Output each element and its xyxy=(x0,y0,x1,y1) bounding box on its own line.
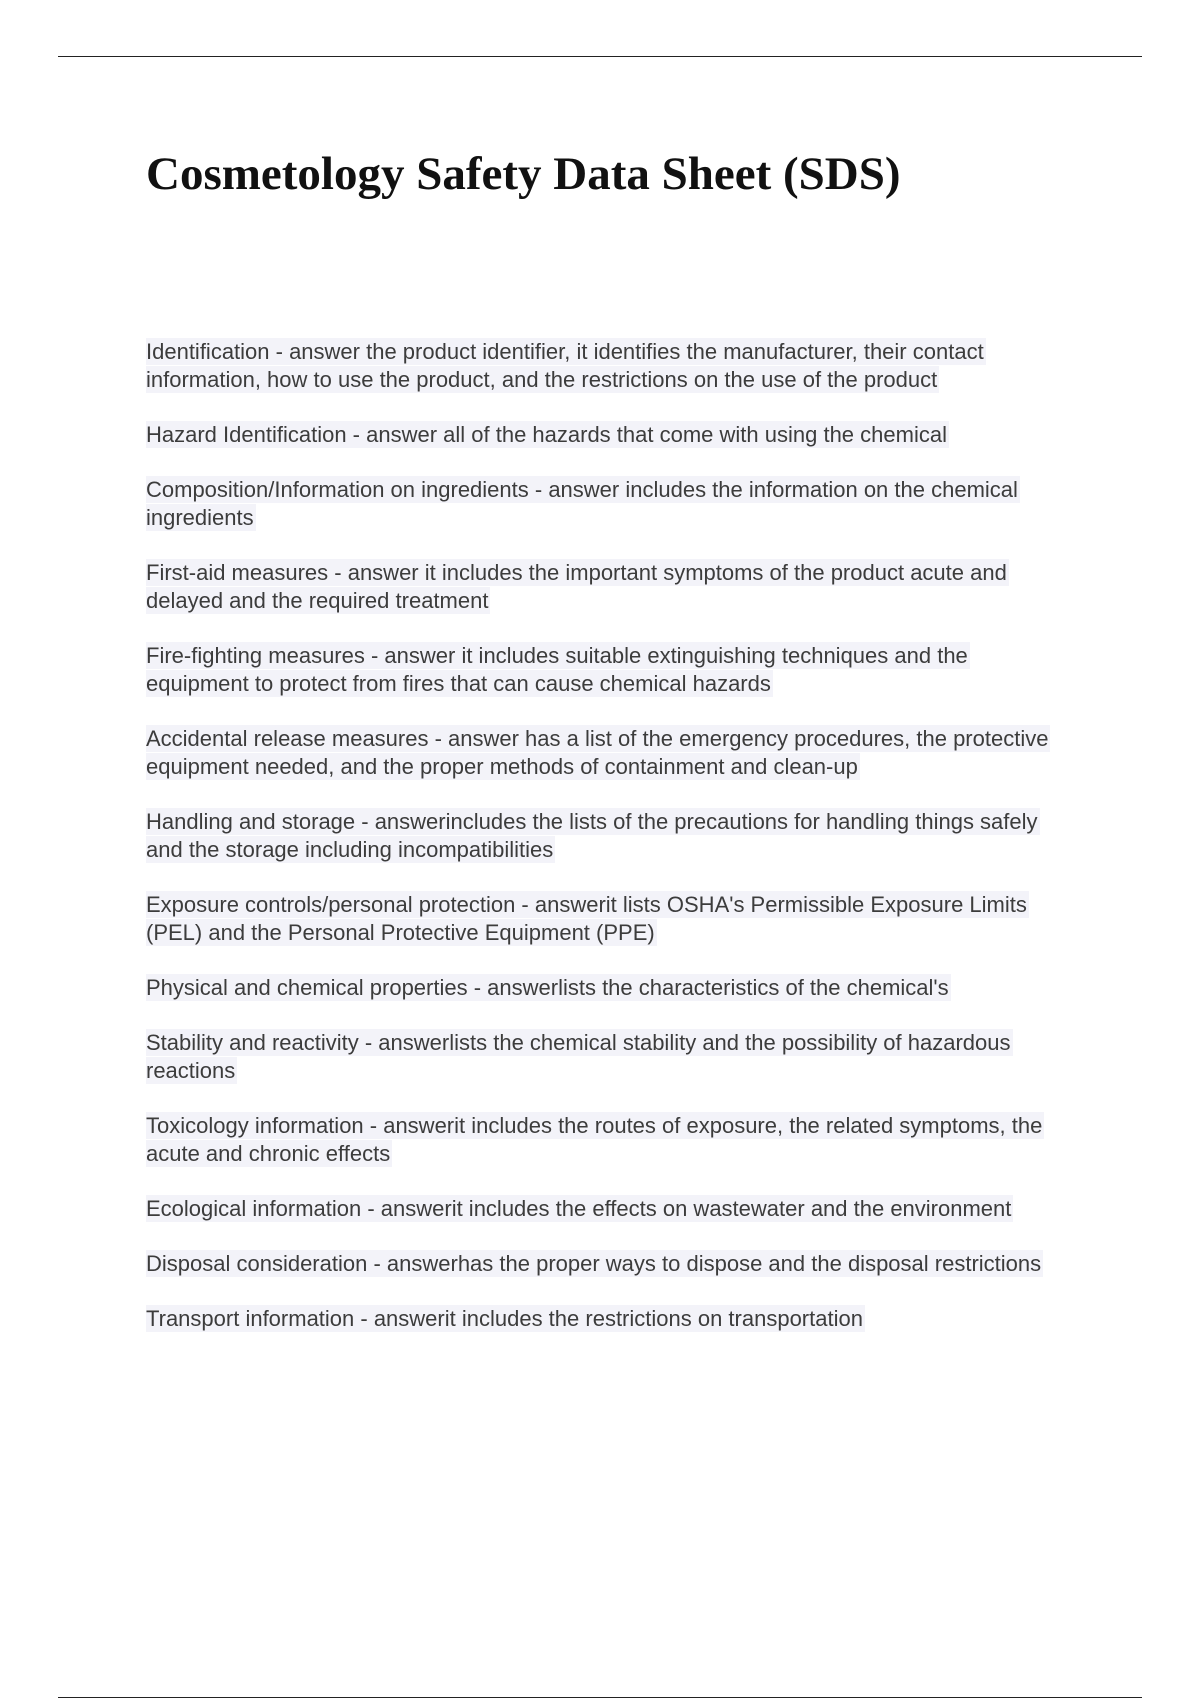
list-item xyxy=(146,1029,1076,1085)
list-item xyxy=(146,338,1076,394)
entry-text: Identification - answer the product identifier, it identifies the manufacturer, their contact information, how to use the product, and the restrictions on the use of the product xyxy=(146,339,984,392)
entry-text: Accidental release measures - answer has a list of the emergency procedures, the protective equipment needed, and the proper methods of containment and clean-up xyxy=(146,726,1049,779)
list-item xyxy=(146,974,1076,1002)
document-title: Cosmetology Safety Data Sheet (SDS) xyxy=(146,148,901,200)
list-item xyxy=(146,891,1076,947)
list-item xyxy=(146,1305,1076,1333)
list-item xyxy=(146,725,1076,781)
entry-text: Handling and storage - answerincludes the lists of the precautions for handling things safely and the storage including incompatibilities xyxy=(146,809,1038,862)
entry-text: Exposure controls/personal protection - answerit lists OSHA's Permissible Exposure Limits (PEL) and the Personal Protective Equipment (PPE) xyxy=(146,892,1027,945)
entry-text: First-aid measures - answer it includes the important symptoms of the product acute and delayed and the required treatment xyxy=(146,560,1007,613)
list-item xyxy=(146,808,1076,864)
entry-text: Ecological information - answerit includes the effects on wastewater and the environment xyxy=(146,1196,1012,1221)
list-item xyxy=(146,476,1076,532)
list-item xyxy=(146,1250,1076,1278)
entry-text: Physical and chemical properties - answerlists the characteristics of the chemical's xyxy=(146,975,949,1000)
entry-text: Disposal consideration - answerhas the proper ways to dispose and the disposal restrictions xyxy=(146,1251,1042,1276)
sds-section-list xyxy=(146,338,1076,1360)
list-item xyxy=(146,1195,1076,1223)
list-item xyxy=(146,559,1076,615)
list-item xyxy=(146,1112,1076,1168)
entry-text: Transport information - answerit includes the restrictions on transportation xyxy=(146,1306,863,1331)
entry-text: Stability and reactivity - answerlists the chemical stability and the possibility of hazardous reactions xyxy=(146,1030,1011,1083)
entry-text: Hazard Identification - answer all of the hazards that come with using the chemical xyxy=(146,422,947,447)
bottom-divider xyxy=(58,1697,1142,1698)
top-divider xyxy=(58,56,1142,57)
list-item xyxy=(146,421,1076,449)
entry-text: Composition/Information on ingredients - answer includes the information on the chemical ingredients xyxy=(146,477,1018,530)
entry-text: Fire-fighting measures - answer it includes suitable extinguishing techniques and the equipment to protect from fires that can cause chemical hazards xyxy=(146,643,968,696)
entry-text: Toxicology information - answerit includes the routes of exposure, the related symptoms, the acute and chronic effects xyxy=(146,1113,1043,1166)
list-item xyxy=(146,642,1076,698)
